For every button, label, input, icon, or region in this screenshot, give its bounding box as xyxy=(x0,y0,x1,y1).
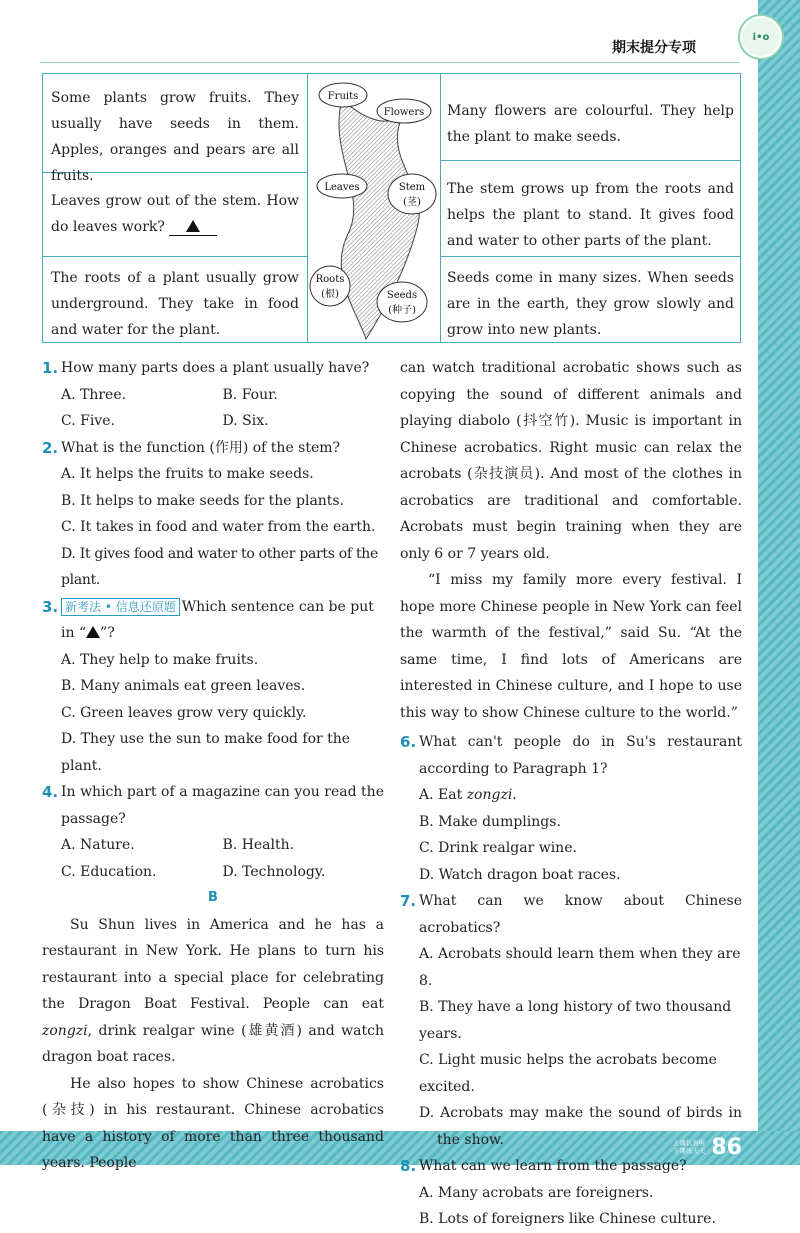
option: B. Lots of foreigners like Chinese culture. xyxy=(419,1211,716,1227)
option: A. Nature. xyxy=(61,837,135,853)
option: A. Many acrobats are foreigners. xyxy=(419,1184,654,1201)
question-3-continued: in “ ”? xyxy=(61,625,115,641)
option: D. They use the sun to make food for the plant. xyxy=(61,731,351,774)
question-3: 3. 新考法 • 信息还原题 Which sentence can be put xyxy=(42,597,374,616)
option: A. It helps the fruits to make seeds. xyxy=(61,466,314,482)
right-decorative-bar xyxy=(758,0,800,1165)
label-flowers: Flowers xyxy=(383,107,425,118)
question-1-options xyxy=(42,382,384,409)
passage-paragraph-2-continued: can watch traditional acrobatic shows such as copying the sound of different animals and playing diabolo (抖空竹). Music is important in Chinese acrobatics. Right music can relax the acrobats (杂技演员). And most of the clothes in acrobatics are traditional and comfortable. Acrobats must begin training when they are only 6 or 7 years old. xyxy=(400,360,742,562)
option: C. Drink realgar wine. xyxy=(419,840,577,856)
option: D. Watch dragon boat races. xyxy=(419,866,621,883)
option: D. Acrobats may make the sound of birds in the show. xyxy=(419,1105,742,1148)
label-roots-cn: (根) xyxy=(321,289,339,300)
roots-cell: The roots of a plant usually grow underground. They take in food and water for the plant. xyxy=(43,256,308,342)
option: D. It gives food and water to other parts of the plant. xyxy=(61,545,378,588)
label-stem-cn: (茎) xyxy=(403,197,421,208)
option: A. Three. xyxy=(61,386,127,403)
option: D. Technology. xyxy=(222,863,326,880)
question-4-options xyxy=(42,859,384,886)
triangle-icon xyxy=(86,626,100,638)
right-column xyxy=(400,355,742,1233)
question-1-options xyxy=(42,408,384,435)
label-fruits: Fruits xyxy=(327,91,359,102)
footer-motto: 上课认真听 下课练天天 xyxy=(672,1139,706,1155)
option: B. They have a long history of two thousand years. xyxy=(419,999,732,1042)
label-seeds-cn: (种子) xyxy=(388,305,416,316)
label-roots: Roots xyxy=(315,274,345,285)
label-leaves: Leaves xyxy=(324,182,360,193)
label-seeds: Seeds xyxy=(386,290,418,301)
seeds-cell: Seeds come in many sizes. When seeds are in the earth, they grow slowly and grow into new plants. xyxy=(440,256,740,342)
question-type-tag: 新考法 • 信息还原题 xyxy=(61,598,180,616)
page-number: 86 xyxy=(711,1134,742,1160)
passage-paragraph-1: Su Shun lives in America and he has a restaurant in New York. He plans to turn his restaurant into a special place for celebrating the Dragon Boat Festival. People can eat zongzi, drink realgar wine (雄黄酒) and watch dragon boat races. xyxy=(42,916,384,1065)
question-2: 2. What is the function (作用) of the stem? xyxy=(42,438,341,457)
fruits-cell: Some plants grow fruits. They usually have seeds in them. Apples, oranges and pears are all fruits. xyxy=(43,74,308,172)
passage-paragraph-3: “I miss my family more every festival. I hope more Chinese people in New York can feel the warmth of the festival,” said Su. “At the same time, I find lots of Americans are interested in Chinese culture, and I hope to use this way to show Chinese culture to the world.” xyxy=(400,572,742,721)
mascot-icon: i•o xyxy=(740,16,782,58)
option: B. Four. xyxy=(222,386,278,403)
option: C. It takes in food and water from the earth. xyxy=(61,519,376,535)
triangle-icon xyxy=(186,220,200,232)
option: C. Five. xyxy=(61,413,115,429)
option: C. Light music helps the acrobats become excited. xyxy=(419,1052,717,1095)
option: A. They help to make fruits. xyxy=(61,651,259,668)
stem-cell: The stem grows up from the roots and helps the plant to stand. It gives food and water to other parts of the plant. xyxy=(440,160,740,256)
option: D. Six. xyxy=(222,413,269,429)
left-column xyxy=(42,355,384,1177)
question-8: 8. What can we learn from the passage? xyxy=(400,1157,687,1175)
section-b-heading: B xyxy=(208,890,218,905)
question-4-options xyxy=(42,832,384,859)
plant-info-table xyxy=(42,73,741,343)
question-7: 7. What can we know about Chinese acrobatics? xyxy=(400,892,742,936)
option: A. Eat zongzi. xyxy=(419,787,517,803)
label-stem: Stem xyxy=(398,182,426,193)
option: B. Make dumplings. xyxy=(419,813,561,830)
question-1: 1. How many parts does a plant usually have? xyxy=(42,359,370,377)
option: B. Many animals eat green leaves. xyxy=(61,678,306,694)
option: B. Health. xyxy=(222,837,295,853)
leaves-cell: Leaves grow out of the stem. How do leaves work? xyxy=(43,172,308,256)
option: B. It helps to make seeds for the plants. xyxy=(61,492,345,509)
plant-parts-diagram xyxy=(308,74,440,342)
question-6: 6. What can't people do in Su's restaurant according to Paragraph 1? xyxy=(400,733,742,777)
header-divider xyxy=(40,62,740,63)
answer-blank xyxy=(169,219,217,236)
option: C. Education. xyxy=(61,863,157,880)
page-header-title: 期末提分专项 xyxy=(612,40,696,56)
passage-paragraph-2: He also hopes to show Chinese acrobatics (杂技) in his restaurant. Chinese acrobatics have a history of more than three thousand years. People xyxy=(42,1075,384,1171)
flowers-cell: Many flowers are colourful. They help the plant to make seeds. xyxy=(440,74,740,160)
option: C. Green leaves grow very quickly. xyxy=(61,704,307,721)
question-4: 4. In which part of a magazine can you read the passage? xyxy=(42,783,384,827)
option: A. Acrobats should learn them when they are 8. xyxy=(419,946,741,989)
